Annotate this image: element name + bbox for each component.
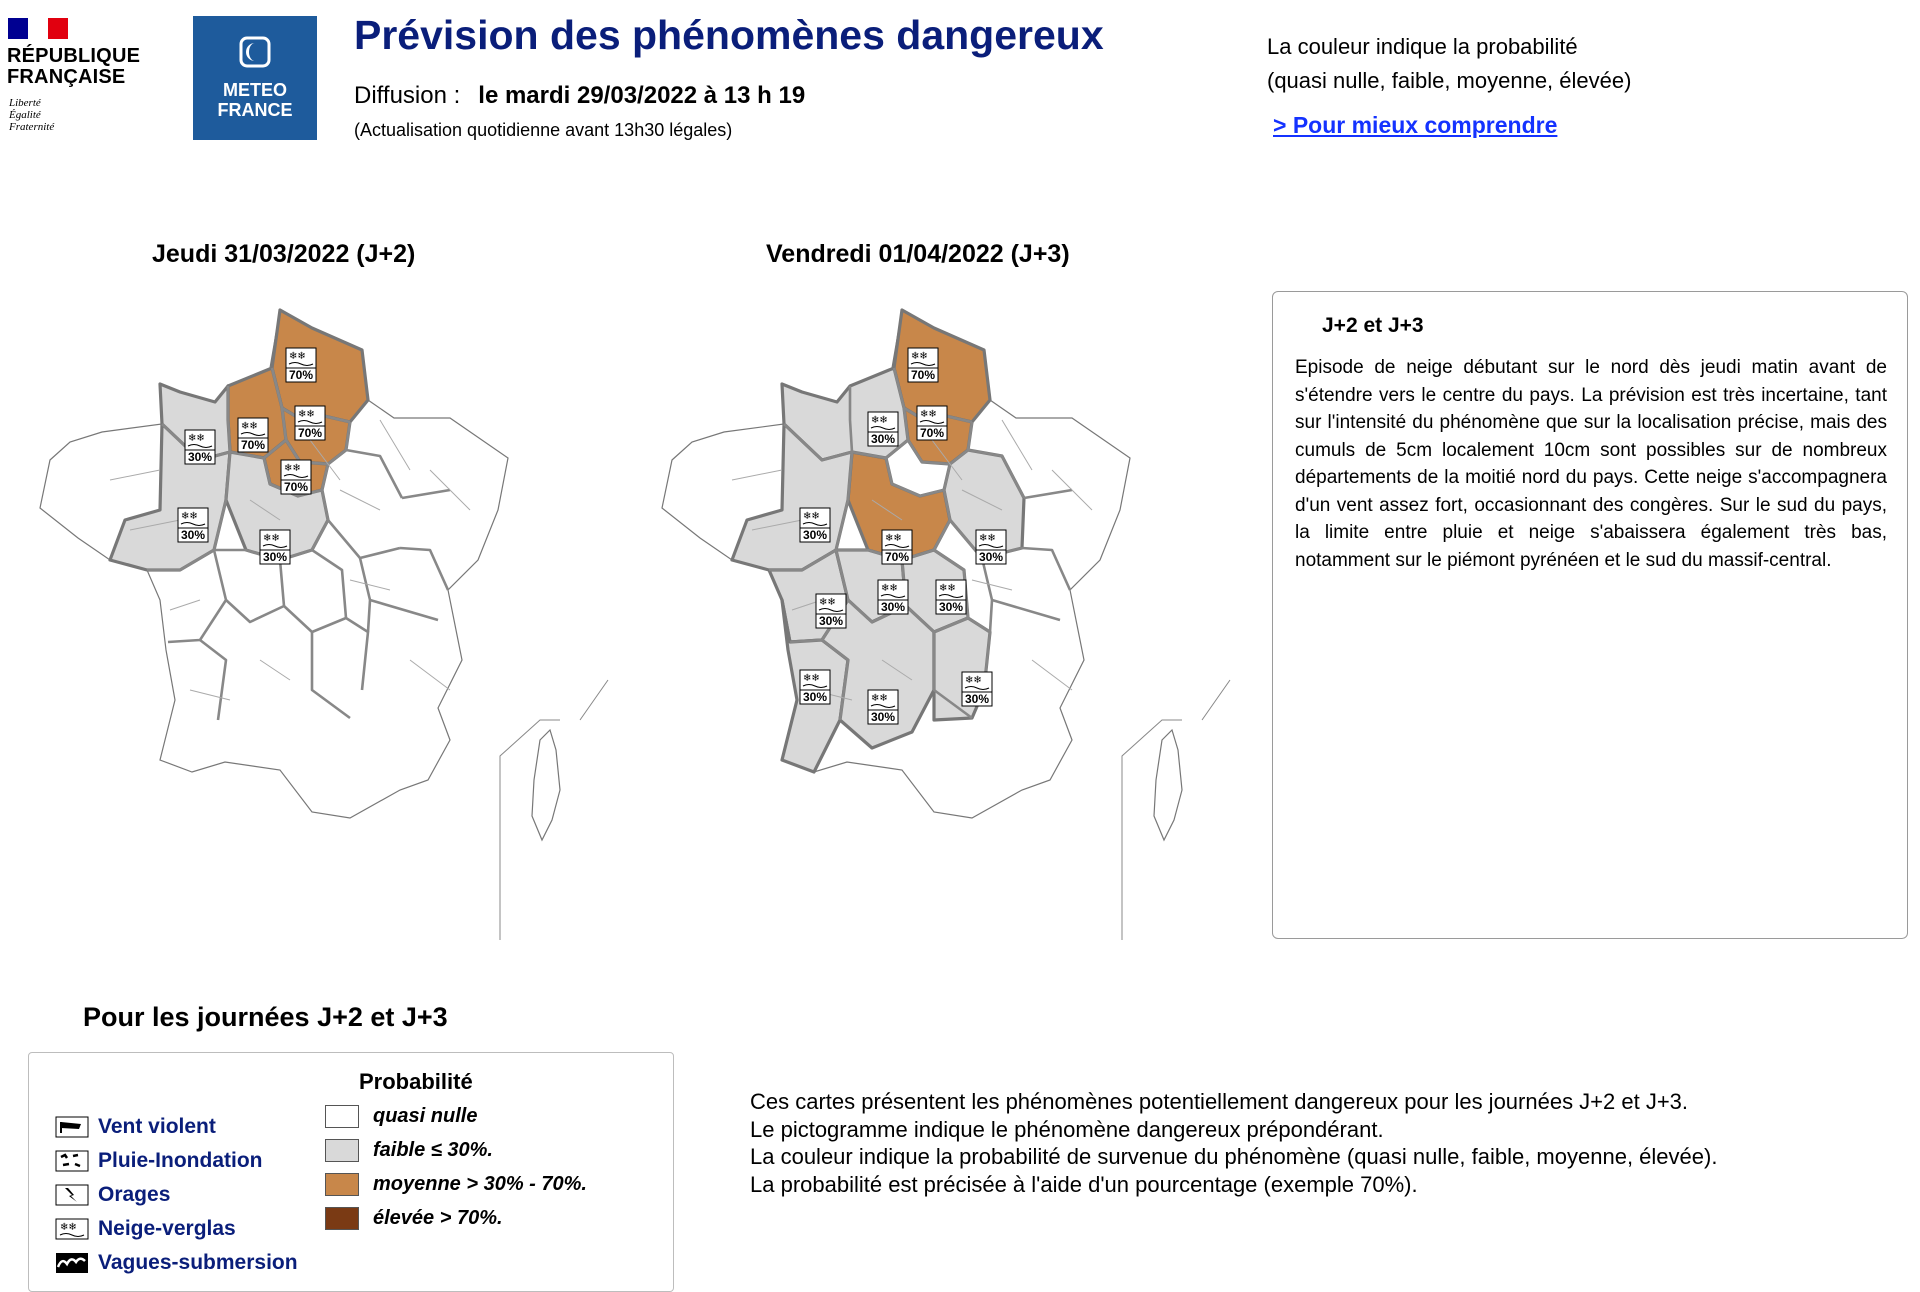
snow-ice-icon (976, 530, 1006, 564)
prob-label: faible ≤ 30%. (373, 1139, 493, 1161)
snow-ice-icon (800, 508, 830, 542)
legend-phenomenon-label: Neige-verglas (98, 1217, 236, 1240)
region-probability-label: 30% (978, 550, 1004, 564)
explanation-line: Ces cartes présentent les phénomènes potentiellement dangereux pour les journées J+2 et J+3. (750, 1089, 1689, 1114)
republique-line1: RÉPUBLIQUE (7, 45, 141, 67)
snow-ice-icon (816, 594, 846, 628)
motto-fraternite: Fraternité (9, 121, 55, 133)
region-probability-label: 70% (297, 426, 323, 440)
republique-francaise-flag (8, 18, 68, 39)
understand-link[interactable]: > Pour mieux comprendre (1273, 112, 1558, 138)
snowflakes: ❄❄ (289, 351, 306, 362)
logo-line2: FRANCE (217, 100, 293, 120)
region-probability-label: 30% (180, 528, 206, 542)
prob-swatch (325, 1207, 359, 1230)
snow-ice-icon (868, 412, 898, 446)
snow-ice-icon (281, 460, 311, 494)
snowflakes: ❄❄ (803, 511, 820, 522)
meteo-france-logo (193, 16, 317, 140)
explanation-line: La couleur indique la probabilité de survenue du phénomène (quasi nulle, faible, moyenne, élevée). (750, 1144, 1718, 1169)
snowflakes: ❄❄ (263, 533, 280, 544)
explanation-line: La probabilité est précisée à l'aide d'un pourcentage (exemple 70%). (750, 1171, 1418, 1197)
region-probability-label: 30% (818, 614, 844, 628)
map-title-j2: Jeudi 31/03/2022 (J+2) (152, 240, 416, 268)
legend-prob-nulle (325, 1105, 477, 1128)
region-probability-label: 70% (919, 426, 945, 440)
legend-title: Pour les journées J+2 et J+3 (83, 1002, 448, 1032)
region-probability-label: 30% (802, 528, 828, 542)
snowflakes: ❄❄ (885, 533, 902, 544)
prob-swatch (325, 1105, 359, 1128)
forecast-text-title: J+2 et J+3 (1322, 314, 1424, 337)
snowflakes: ❄❄ (241, 421, 258, 432)
corsica-outline (532, 730, 560, 840)
snow-ice-icon (178, 508, 208, 542)
snowflakes: ❄❄ (803, 673, 820, 684)
snowflakes: ❄❄ (188, 433, 205, 444)
snowflakes: ❄❄ (881, 583, 898, 594)
page-title: Prévision des phénomènes dangereux (354, 12, 1104, 58)
snowflakes: ❄❄ (911, 351, 928, 362)
snowflakes: ❄❄ (181, 511, 198, 522)
region-probability-label: 30% (870, 432, 896, 446)
legend-phenomenon-snow (55, 1217, 236, 1241)
legend-phenomenon-storm (55, 1183, 170, 1207)
legend-prob-faible (325, 1139, 493, 1162)
snow-ice-icon (295, 406, 325, 440)
snow-ice-icon (936, 580, 966, 614)
meteo-france-emblem-icon (239, 36, 271, 68)
diffusion-date: le mardi 29/03/2022 à 13 h 19 (478, 82, 806, 109)
region-probability-label: 30% (880, 600, 906, 614)
prob-label: quasi nulle (373, 1105, 478, 1127)
region-probability-label: 30% (964, 692, 990, 706)
snow-ice-icon (962, 672, 992, 706)
snowflakes: ❄❄ (920, 409, 937, 420)
region-probability-label: 70% (884, 550, 910, 564)
snow-ice-icon (260, 530, 290, 564)
legend-phenomenon-wind (55, 1115, 216, 1139)
snow-ice-icon (917, 406, 947, 440)
explanation-line: Le pictogramme indique le phénomène dangereux prépondérant. (750, 1116, 1384, 1142)
probability-note-line2: (quasi nulle, faible, moyenne, élevée) (1267, 68, 1632, 93)
prob-label: moyenne > 30% - 70%. (373, 1173, 587, 1195)
legend-phenomenon-rain (55, 1149, 262, 1173)
probability-note (1267, 30, 1631, 98)
explanation-text (750, 1088, 1802, 1198)
region-probability-label: 70% (910, 368, 936, 382)
rain-flood-icon (55, 1150, 89, 1172)
motto-liberte: Liberté (9, 97, 41, 109)
forecast-text-box (1272, 291, 1908, 939)
snow-ice-icon (868, 690, 898, 724)
region-probability-label: 70% (288, 368, 314, 382)
france-map-j3 (642, 300, 1252, 950)
republique-francaise-logo (7, 46, 140, 88)
forecast-text-body: Episode de neige débutant sur le nord dès jeudi matin avant de s'étendre vers le centre du pays. La prévision est très incertaine, tant sur l'intensité du phénomène que sur la localisation précise, mais des cumuls de 5cm localement 10cm sont possibles sur de nombreux départements de la moitié nord du pays. Cette neige s'accompagnera d'un vent assez fort, occasionnant des congères. Sur le sud du pays, la limite entre pluie et neige s'abaissera également très bas, notamment sur le piémont pyrénéen et le sud du massif-central. (1295, 357, 1887, 571)
prob-swatch (325, 1139, 359, 1162)
snowflakes: ❄❄ (979, 533, 996, 544)
motto-egalite: Égalité (9, 109, 41, 121)
legend-phenomenon-label: Vagues-submersion (98, 1251, 298, 1274)
region-probability-label: 30% (262, 550, 288, 564)
diffusion-line (354, 82, 805, 110)
snow-ice-icon (286, 348, 316, 382)
snow-ice-icon (185, 430, 215, 464)
snowflakes: ❄❄ (871, 415, 888, 426)
svg-text:❄❄: ❄❄ (60, 1222, 77, 1233)
legend-phenomenon-waves (55, 1251, 298, 1275)
snow-ice-icon (882, 530, 912, 564)
snow-ice-icon (878, 580, 908, 614)
republique-line2: FRANÇAISE (7, 66, 126, 88)
legend-phenomenon-label: Vent violent (98, 1115, 216, 1138)
legend-prob-moyenne (325, 1173, 587, 1196)
diffusion-label: Diffusion : (354, 82, 461, 109)
republique-motto (9, 97, 54, 133)
snowflakes: ❄❄ (284, 463, 301, 474)
france-map-j2 (20, 300, 630, 950)
snowflakes: ❄❄ (819, 597, 836, 608)
map-title-j3: Vendredi 01/04/2022 (J+3) (766, 240, 1070, 268)
logo-line1: METEO (222, 80, 287, 100)
snow-ice-icon (800, 670, 830, 704)
region-probability-label: 30% (187, 450, 213, 464)
corsica-outline (1154, 730, 1182, 840)
legend-phenomenon-label: Pluie-Inondation (98, 1149, 263, 1172)
waves-icon (55, 1252, 89, 1274)
snowflakes: ❄❄ (298, 409, 315, 420)
region-probability-label: 70% (240, 438, 266, 452)
prob-label: élevée > 70%. (373, 1207, 503, 1229)
legend-prob-elevee (325, 1207, 503, 1230)
region-probability-label: 30% (938, 600, 964, 614)
region-probability-label: 70% (283, 480, 309, 494)
snowflakes: ❄❄ (965, 675, 982, 686)
snowflakes: ❄❄ (939, 583, 956, 594)
snowflakes: ❄❄ (871, 693, 888, 704)
snow-ice-icon (908, 348, 938, 382)
snow-ice-icon (238, 418, 268, 452)
wind-icon (55, 1116, 89, 1138)
region-probability-label: 30% (802, 690, 828, 704)
storm-icon (55, 1184, 89, 1206)
legend-phenomenon-label: Orages (98, 1183, 171, 1206)
snow-ice-icon (55, 1218, 89, 1240)
prob-swatch (325, 1173, 359, 1196)
probability-note-line1: La couleur indique la probabilité (1267, 34, 1578, 59)
legend-box (28, 1052, 674, 1292)
region-probability-label: 30% (870, 710, 896, 724)
actualisation-note: (Actualisation quotidienne avant 13h30 légales) (354, 120, 733, 140)
legend-probability-title: Probabilité (359, 1069, 473, 1094)
